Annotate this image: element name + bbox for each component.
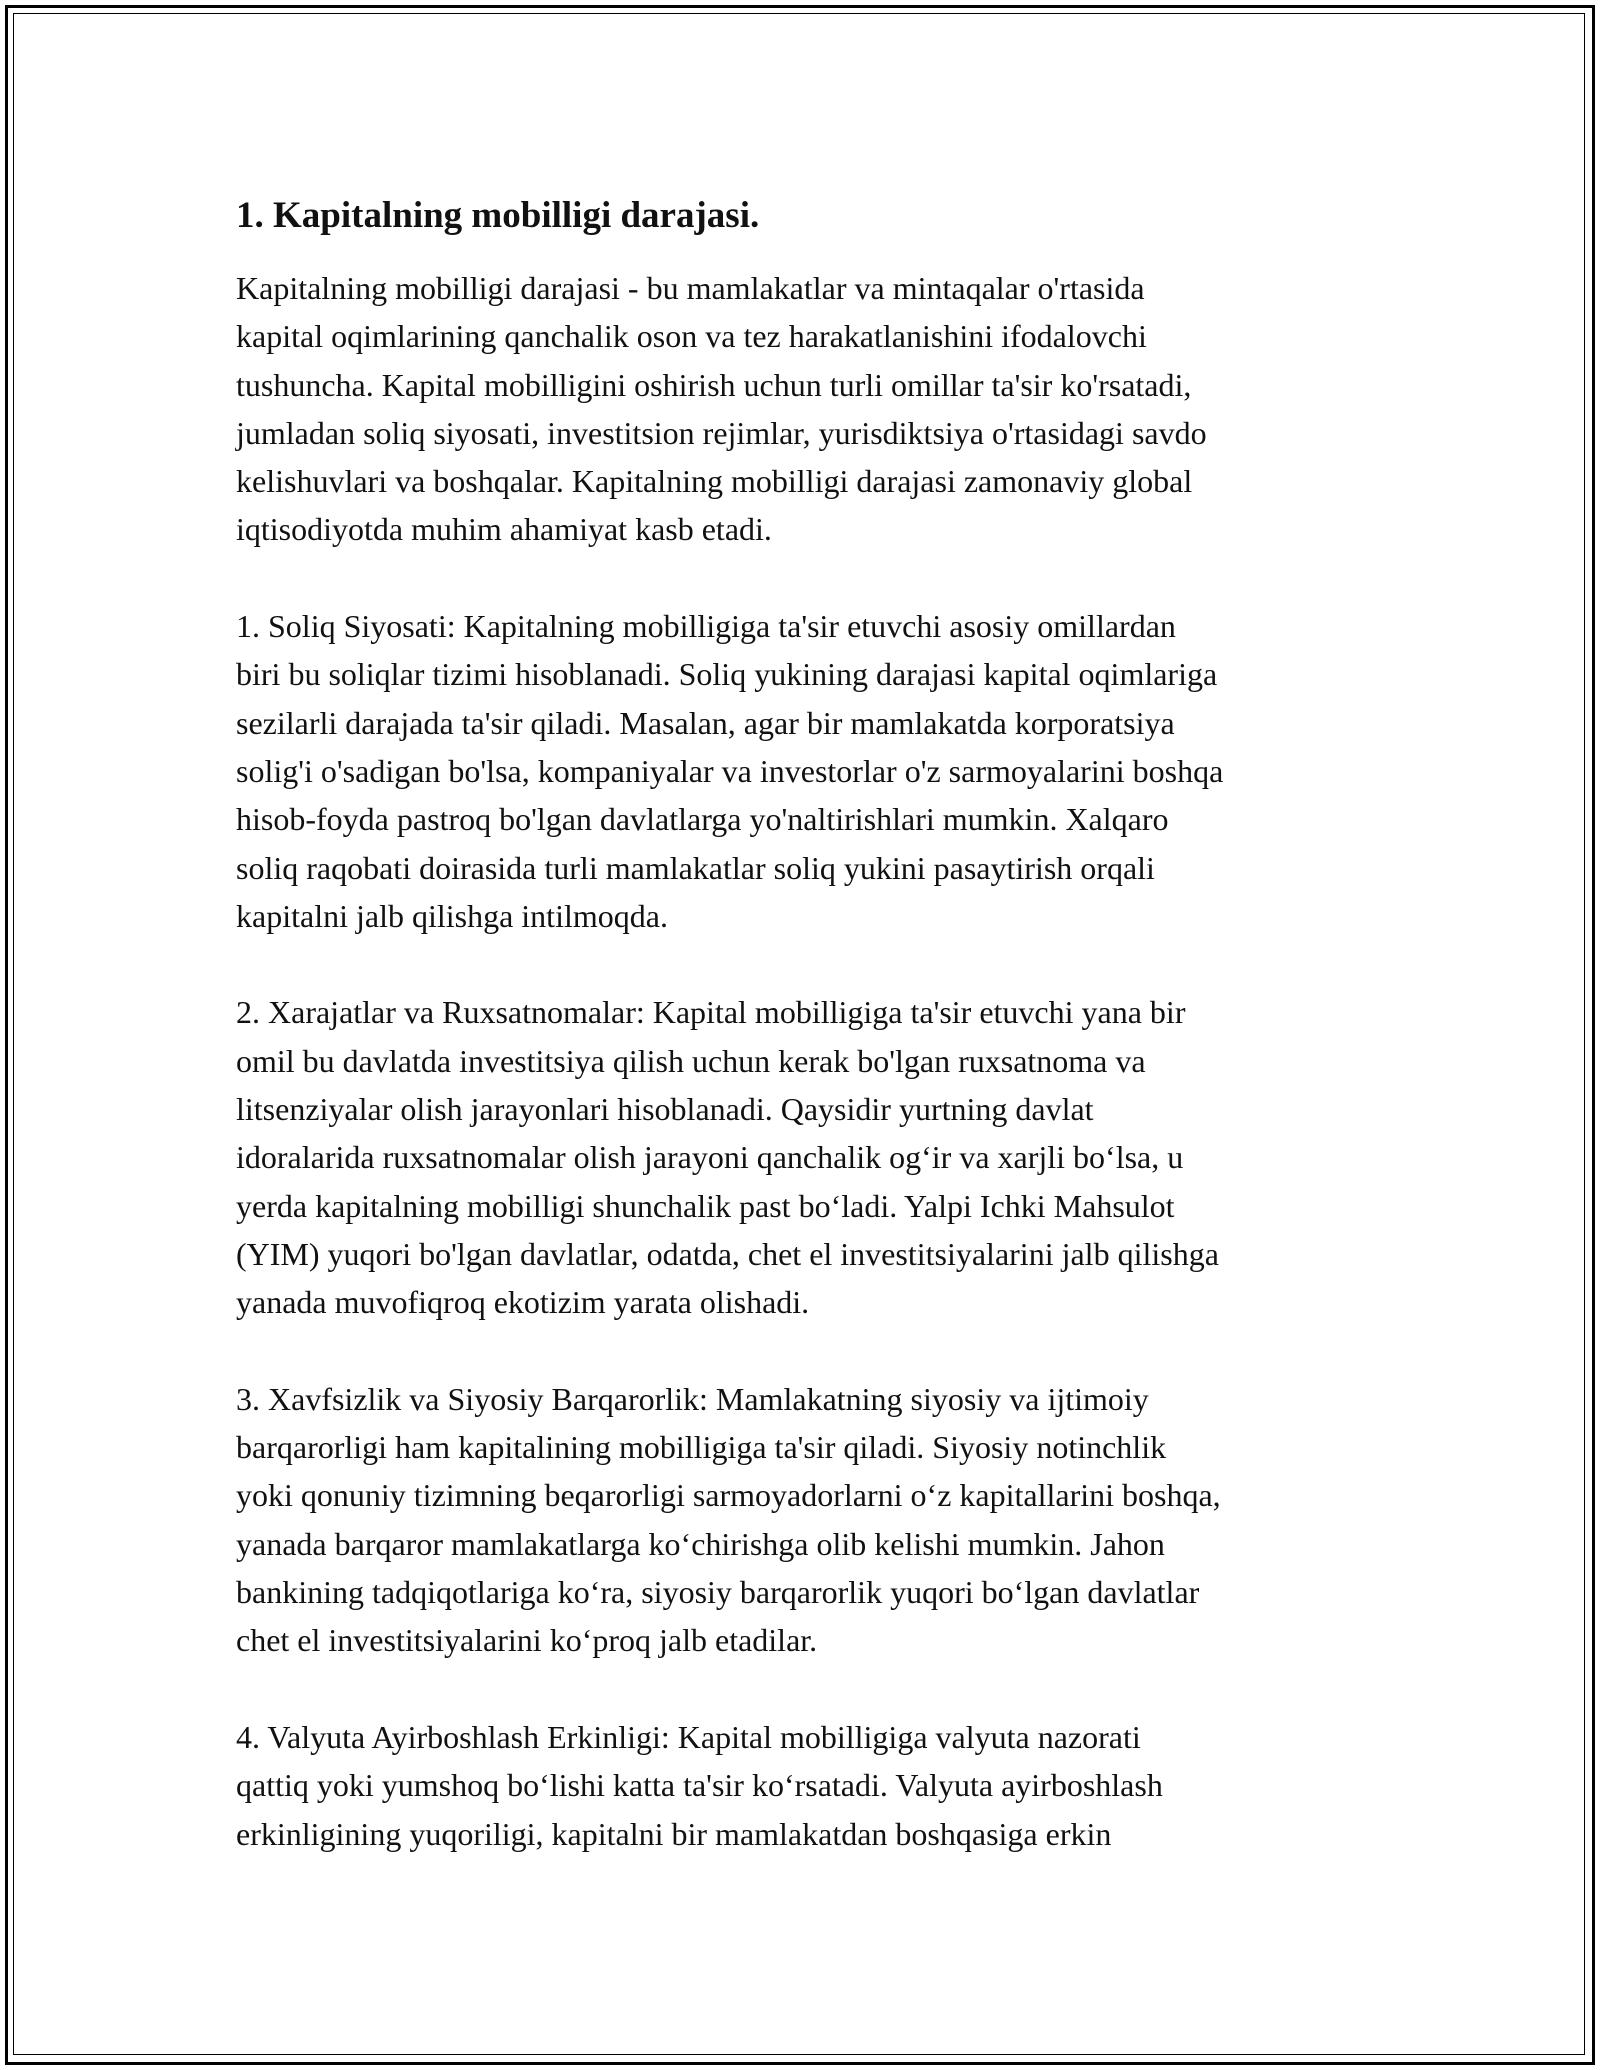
text-line: Kapitalning mobilligi darajasi - bu mamlakatlar va mintaqalar o'rtasida [236,270,1145,306]
text-line: iqtisodiyotda muhim ahamiyat kasb etadi. [236,511,772,548]
paragraph-intro [236,264,1386,554]
text-line: qattiq yoki yumshoq bo‘lishi katta ta'sir ko‘rsatadi. Valyuta ayirboshlash [236,1767,1163,1804]
text-line: soliq raqobati doirasida turli mamlakatlar soliq yukini pasaytirish orqali [236,849,1155,886]
text-line: biri bu soliqlar tizimi hisoblanadi. Soliq yukining darajasi kapital oqimlariga [236,656,1218,693]
text-line: yerda kapitalning mobilligi shunchalik past bo‘ladi. Yalpi Ichki Mahsulot [236,1187,1175,1224]
text-line: 4. Valyuta Ayirboshlash Erkinligi: Kapital mobilligiga valyuta nazorati [236,1718,1141,1755]
text-line: 3. Xavfsizlik va Siyosiy Barqarorlik: Mamlakatning siyosiy va ijtimoiy [236,1380,1149,1417]
text-line: kelishuvlari va boshqalar. Kapitalning mobilligi darajasi zamonaviy global [236,463,1193,500]
text-line: sezilarli darajada ta'sir qiladi. Masalan, agar bir mamlakatda korporatsiya [236,704,1175,741]
paragraph-valyuta [236,1713,1386,1858]
text-line: yoki qonuniy tizimning beqarorligi sarmoyadorlarni o‘z kapitallarini boshqa, [236,1477,1221,1514]
text-line: kapitalni jalb qilishga intilmoqda. [236,897,668,934]
text-line: solig'i o'sadigan bo'lsa, kompaniyalar va investorlar o'z sarmoyalarini boshqa [236,752,1224,789]
text-line: yanada muvofiqroq ekotizim yarata olishadi. [236,1284,810,1321]
text-line: tushuncha. Kapital mobilligini oshirish uchun turli omillar ta'sir ko'rsatadi, [236,366,1192,403]
paragraph-soliq-siyosati [236,602,1386,940]
text-line: yanada barqaror mamlakatlarga ko‘chirishga olib kelishi mumkin. Jahon [236,1525,1165,1562]
text-line: litsenziyalar olish jarayonlari hisoblanadi. Qaysidir yurtning davlat [236,1091,1094,1128]
page-title: 1. Kapitalning mobilligi darajasi. [236,195,760,236]
text-line: bankining tadqiqotlariga ko‘ra, siyosiy barqarorlik yuqori bo‘lgan davlatlar [236,1574,1200,1611]
paragraph-xavfsizlik [236,1375,1386,1665]
text-line: kapital oqimlarining qanchalik oson va tez harakatlanishini ifodalovchi [236,318,1147,355]
text-line: 2. Xarajatlar va Ruxsatnomalar: Kapital mobilligiga ta'sir etuvchi yana bir [236,994,1186,1031]
text-line: (YIM) yuqori bo'lgan davlatlar, odatda, chet el investitsiyalarini jalb qilishga [236,1235,1219,1272]
text-line: barqarorligi ham kapitalining mobilligiga ta'sir qiladi. Siyosiy notinchlik [236,1429,1167,1466]
text-line: hisob-foyda pastroq bo'lgan davlatlarga yo'naltirishlari mumkin. Xalqaro [236,801,1169,838]
text-line: chet el investitsiyalarini ko‘proq jalb etadilar. [236,1622,818,1659]
text-line: idoralarida ruxsatnomalar olish jarayoni qanchalik og‘ir va xarjli bo‘lsa, u [236,1139,1184,1176]
text-line: omil bu davlatda investitsiya qilish uchun kerak bo'lgan ruxsatnoma va [236,1042,1146,1079]
text-line: jumladan soliq siyosati, investitsion rejimlar, yurisdiktsiya o'rtasidagi savdo [236,414,1207,451]
paragraph-xarajatlar [236,988,1386,1326]
text-line: 1. Soliq Siyosati: Kapitalning mobilligiga ta'sir etuvchi asosiy omillardan [236,608,1176,645]
text-line: erkinligining yuqoriligi, kapitalni bir mamlakatdan boshqasiga erkin [236,1815,1112,1852]
document-body [236,186,1386,1906]
